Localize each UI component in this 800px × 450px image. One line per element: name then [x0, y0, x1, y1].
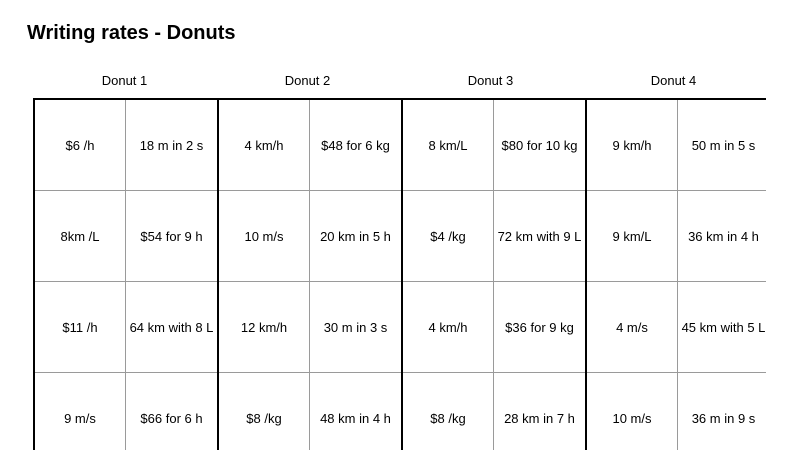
table-row [587, 373, 766, 450]
table-row [35, 282, 217, 373]
table-row [587, 191, 766, 282]
rate-cell: 30 m in 3 s [323, 319, 388, 335]
table-row [219, 282, 401, 373]
rate-cell: $8 /kg [219, 373, 310, 450]
rate-cell: 9 m/s [35, 373, 126, 450]
table-row [35, 100, 217, 191]
table-row [587, 100, 766, 191]
rate-cell: $11 /h [35, 282, 126, 372]
donut-header-2: Donut 2 [284, 73, 331, 88]
rate-cell: $8 /kg [403, 373, 494, 450]
rate-cell: 9 km/L [587, 191, 678, 281]
table-row [219, 100, 401, 191]
donut-header-4: Donut 4 [650, 73, 697, 88]
donut-header-1: Donut 1 [101, 73, 148, 88]
rate-cell: 9 km/h [587, 100, 678, 190]
rate-cell: $36 for 9 kg [505, 319, 574, 335]
rate-cell: 48 km in 4 h [320, 410, 391, 426]
donut-group-3 [401, 98, 585, 450]
rate-cell: 36 km in 4 h [688, 228, 759, 244]
rate-cell: 28 km in 7 h [504, 410, 575, 426]
rate-cell: 64 km with 8 L [129, 319, 214, 335]
table-row [219, 191, 401, 282]
rate-cell: $80 for 10 kg [501, 137, 578, 153]
donut-groups [33, 98, 766, 450]
rate-cell: 45 km with 5 L [681, 319, 766, 335]
rate-cell: 18 m in 2 s [139, 137, 204, 153]
table-row [587, 282, 766, 373]
rate-cell: 8km /L [35, 191, 126, 281]
donut-group-2 [217, 98, 401, 450]
rate-cell: 4 m/s [587, 282, 678, 372]
page-title: Writing rates - Donuts [27, 22, 236, 44]
table-row [403, 191, 585, 282]
donut-header-3: Donut 3 [467, 73, 514, 88]
donut-group-1 [33, 98, 217, 450]
rate-cell: 12 km/h [219, 282, 310, 372]
table-row [403, 373, 585, 450]
rate-cell: 10 m/s [587, 373, 678, 450]
rate-cell: 4 km/h [403, 282, 494, 372]
rate-cell: 50 m in 5 s [691, 137, 756, 153]
table-row [35, 191, 217, 282]
table-row [403, 100, 585, 191]
rate-cell: $48 for 6 kg [321, 137, 390, 153]
donut-headers [33, 72, 766, 90]
rate-cell: 8 km/L [403, 100, 494, 190]
rate-cell: 36 m in 9 s [691, 410, 756, 426]
rate-cell: $6 /h [35, 100, 126, 190]
rate-cell: 72 km with 9 L [497, 228, 582, 244]
rate-cell: 10 m/s [219, 191, 310, 281]
rate-cell: $66 for 6 h [140, 410, 203, 426]
table-row [403, 282, 585, 373]
table-row [219, 373, 401, 450]
rate-cell: $54 for 9 h [140, 228, 203, 244]
rates-grid [33, 98, 766, 450]
rate-cell: $4 /kg [403, 191, 494, 281]
donut-group-4 [585, 98, 766, 450]
rate-cell: 20 km in 5 h [320, 228, 391, 244]
rate-cell: 4 km/h [219, 100, 310, 190]
table-row [35, 373, 217, 450]
